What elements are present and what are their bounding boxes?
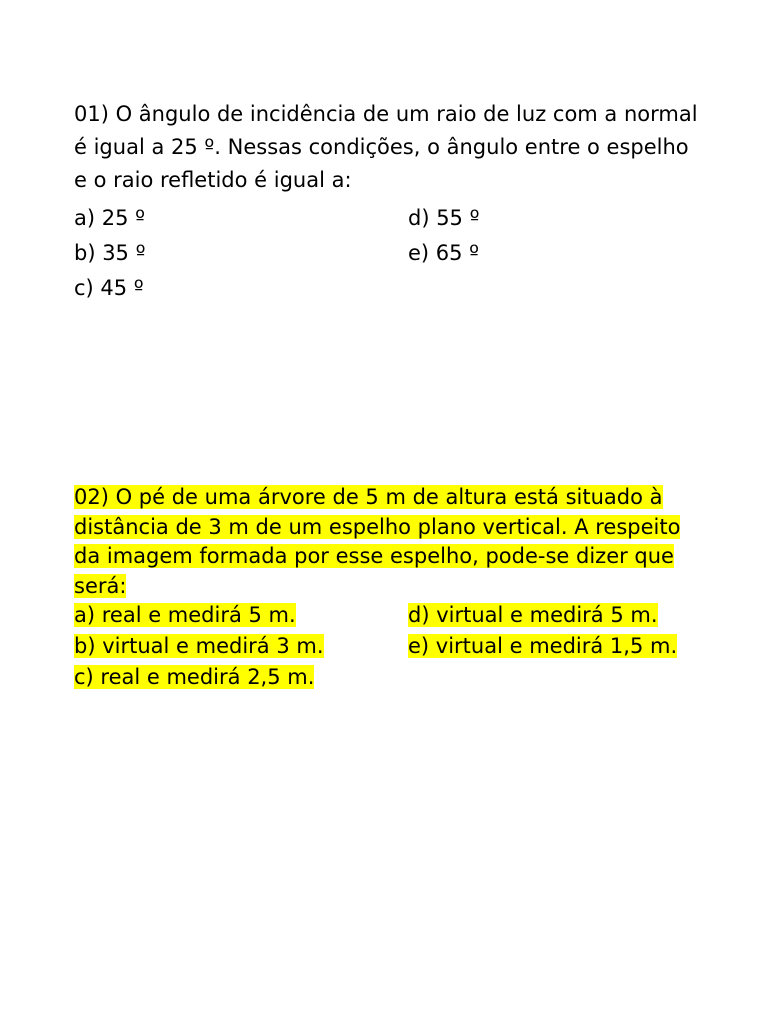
question-2-option-c: c) real e medirá 2,5 m. (74, 665, 315, 689)
question-2-option-d: d) virtual e medirá 5 m. (408, 603, 658, 627)
question-1-line-1: 01) O ângulo de incidência de um raio de luz com a normal (74, 102, 698, 126)
question-1-option-d: d) 55 º (408, 206, 480, 230)
question-2-option-e: e) virtual e medirá 1,5 m. (408, 634, 678, 658)
question-1-line-3: e o raio refletido é igual a: (74, 168, 352, 192)
question-2-line-3: da imagem formada por esse espelho, pode-se dizer que (74, 544, 674, 568)
question-1 (74, 98, 714, 306)
question-2-line-2: distância de 3 m de um espelho plano vertical. A respeito (74, 514, 681, 539)
question-2-option-a: a) real e medirá 5 m. (74, 603, 296, 627)
question-2-line-4: será: (74, 573, 127, 598)
question-2 (74, 483, 694, 694)
question-1-options (74, 201, 714, 306)
question-1-option-e: e) 65 º (408, 241, 480, 265)
question-1-option-b: b) 35 º (74, 241, 146, 265)
question-2-line-1: 02) O pé de uma árvore de 5 m de altura está situado à (74, 485, 663, 509)
question-1-stem (74, 98, 714, 197)
question-2-option-b: b) virtual e medirá 3 m. (74, 634, 324, 658)
question-1-line-2: é igual a 25 º. Nessas condições, o ângulo entre o espelho (74, 135, 689, 159)
question-1-option-a: a) 25 º (74, 206, 146, 230)
question-1-option-c: c) 45 º (74, 276, 144, 300)
